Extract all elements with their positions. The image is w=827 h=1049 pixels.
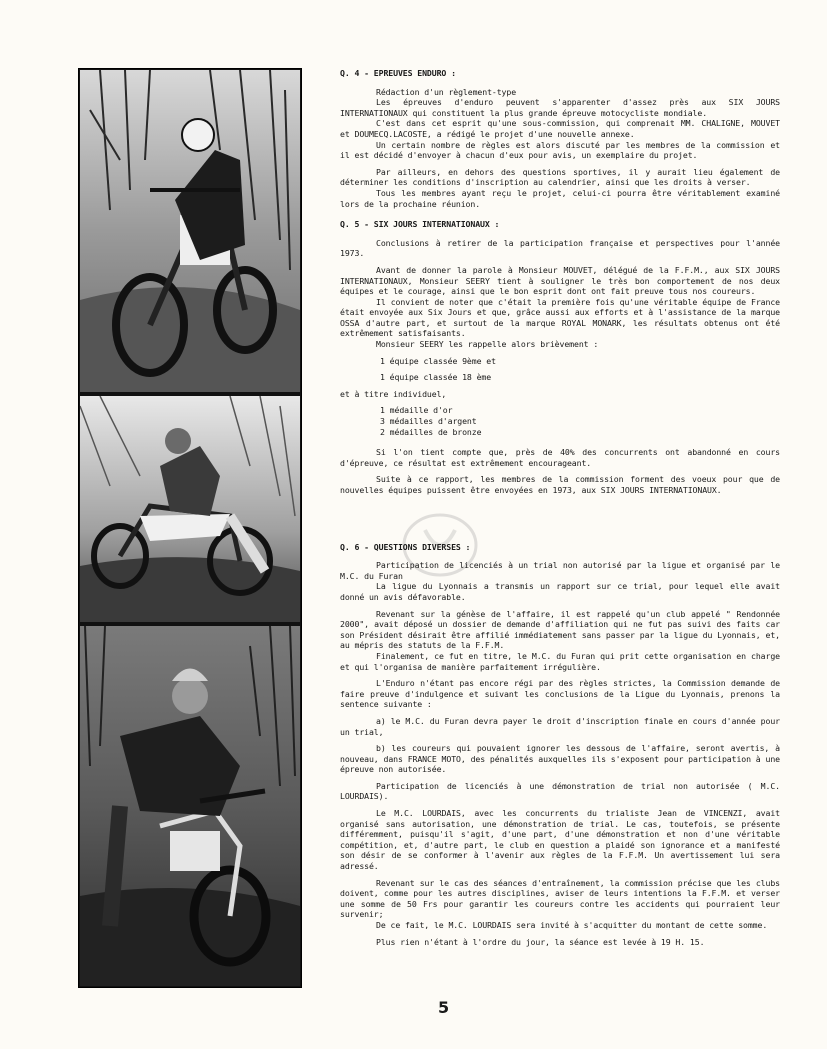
section-subtitle: Rédaction d'un règlement-type [376, 86, 517, 97]
paragraph: Finalement, ce fut en titre, le M.C. du Furan qui prit cette organisation en charge et qui l'organisa de manière parfaitement irrégulière. [340, 650, 780, 672]
section-q4 [340, 68, 780, 209]
paragraph: Le M.C. LOURDAIS, avec les concurrents du trialiste Jean de VINCENZI, avait organisé sans autorisation, une démonstration de trial. Le cas, toutefois, se présente différemment, puisqu'il s'agit, d'une part, d'une démonstration et non d'une véritable compétition, et, d'autre part, le club en question a plaidé son ignorance et a manifesté son désir de se conformer à l'avenir aux règles de la F.F.M. Un avertissement lui sera adressé. [340, 808, 780, 872]
section-title: Q. 5 - SIX JOURS INTERNATIONAUX : [340, 219, 500, 230]
team-result: 1 équipe classée 9ème et [380, 355, 496, 366]
paragraph: Suite à ce rapport, les membres de la commission forment des voeux pour que de nouvelles équipes puissent être envoyées en 1973, aux SIX JOURS INTERNATIONAUX. [340, 474, 780, 495]
paragraph: C'est dans cet esprit qu'une sous-commission, qui comprenait MM. CHALIGNE, MOUVET et DOUMECQ.LACOSTE, a rédigé le projet d'une nouvelle annexe. [340, 118, 780, 139]
medal-item: 1 médaille d'or [380, 405, 453, 416]
paragraph: Un certain nombre de règles est alors discuté par les membres de la commission et il est décidé d'envoyer à chacun d'eux pour avis, un exemplaire du projet. [340, 139, 780, 161]
section-q5 [340, 219, 780, 495]
paragraph: Il convient de noter que c'était la première fois qu'une véritable équipe de France était envoyée aux Six Jours et que, grâce aussi aux efforts et à l'assistance de la marque OSSA d'autre part, et surtout de la marque ROYAL MONARK, les résultats obtenus ont été extrêmement satisfaisants. [340, 296, 780, 339]
paragraph: De ce fait, le M.C. LOURDAIS sera invité à s'acquitter du montant de cette somme. [376, 920, 768, 930]
sentence-item: b) les coureurs qui pouvaient ignorer les dessous de l'affaire, seront avertis, à nouveau, dans FRANCE MOTO, des pénalités auxquelles ils s'exposent pour participation à une épreuve non autorisée. [340, 743, 780, 775]
team-result: 1 équipe classée 18 ème [380, 372, 492, 383]
closing-paragraph: Plus rien n'étant à l'ordre du jour, la séance est levée à 19 H. 15. [376, 936, 705, 947]
trial-rider-photo [80, 626, 300, 986]
paragraph: Revenant sur la génèse de l'affaire, il est rappelé qu'un club appelé " Rendonnée 2000", avait déposé un dossier de demande d'affiliation qui ne fut pas suivi des faits car son Président désirait être affilié immédiatement sans passer par la ligue du Lyonnais, et, au mépris des statuts de la F.F.M. [340, 608, 780, 651]
paragraph: Les épreuves d'enduro peuvent s'apparenter d'assez près aux SIX JOURS INTERNATIONAUX qui constituent la plus grande épreuve motocycliste mondiale. [340, 97, 780, 118]
paragraph: Conclusions à retirer de la participation française et perspectives pour l'année 1973. [340, 237, 780, 259]
individual-label: et à titre individuel, [340, 388, 447, 399]
paragraph: L'Enduro n'étant pas encore régi par des règles strictes, la Commission demande de faire preuve d'indulgence et suivant les conclusions de la Ligue du Lyonnais, prenons la sentence suivante : [340, 678, 780, 710]
paragraph: Tous les membres ayant reçu le projet, celui-ci pourra être véritablement examiné lors de la prochaine réunion. [340, 187, 780, 209]
sentence-item: a) le M.C. du Furan devra payer le droit d'inscription finale en cours d'année pour un trial, [340, 715, 780, 737]
enduro-rider-photo [80, 70, 300, 392]
paragraph: La ligue du Lyonnais a transmis un rapport sur ce trial, pour lequel elle avait donné un avis défavorable. [340, 581, 780, 602]
medal-item: 3 médailles d'argent [380, 416, 477, 427]
section-q6 [340, 542, 780, 948]
medal-item: 2 médailles de bronze [380, 426, 482, 437]
photo-column [78, 68, 302, 988]
section-title: Q. 6 - QUESTIONS DIVERSES : [340, 541, 471, 552]
paragraph: Participation de licenciés à un trial non autorisé par la ligue et organisé par le M.C. du Furan [340, 560, 780, 581]
section-title: Q. 4 - EPREUVES ENDURO : [340, 68, 456, 78]
rider-crossing-mud-photo [80, 396, 300, 622]
paragraph: Avant de donner la parole à Monsieur MOUVET, délégué de la F.F.M., aux SIX JOURS INTERNATIONAUX, Monsieur SEERY tient à souligner le très bon comportement de nos deux équipes et le courage, ainsi que le bon esprit dont ont fait preuve tous nos coureurs. [340, 264, 780, 297]
paragraph: Participation de licenciés à une démonstration de trial non autorisée ( M.C. LOURDAIS). [340, 780, 780, 802]
paragraph: Par ailleurs, en dehors des questions sportives, il y aurait lieu également de déterminer les conditions d'inscription au calendrier, ainsi que les droits à verser. [340, 166, 780, 188]
minutes-text [340, 68, 780, 947]
paragraph: Revenant sur le cas des séances d'entraînement, la commission précise que les clubs doivent, comme pour les autres disciplines, aviser de leurs intentions la F.F.M. et verser une somme de 50 Frs pour garantir les coureurs contre les accidents qui pourraient leur survenir; [340, 877, 780, 920]
page-number: 5 [438, 998, 450, 1017]
paragraph: Monsieur SEERY les rappelle alors brièvement : [376, 339, 599, 350]
paragraph: Si l'on tient compte que, près de 40% des concurrents ont abandonné en cours d'épreuve, ce résultat est extrêmement encourageant. [340, 447, 780, 468]
